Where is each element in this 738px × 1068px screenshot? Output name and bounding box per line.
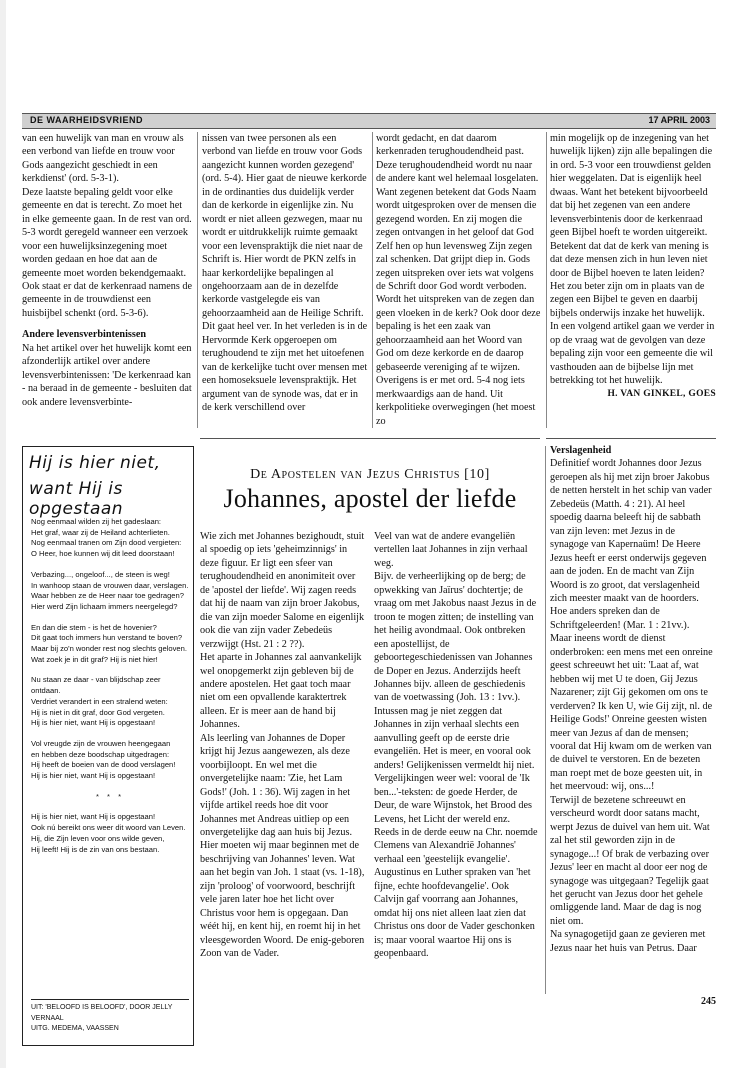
page-number: 245 [701, 996, 716, 1007]
column-divider [546, 132, 547, 428]
paragraph: Na het artikel over het huwelijk komt een afzonderlijk artikel over andere levensverbintenissen: 'De kerkenraad kan - na beraad in de gemeente - besluiten dat ook andere levensverbinte- [22, 342, 192, 408]
paragraph: Wie zich met Johannes bezighoudt, stuit al spoedig op iets 'geheimzinnigs' in deze figuur. Er ligt een sfeer van terughoudendheid en anonimiteit over de 'apostel der liefde'. Wij zagen reeds dat hij de naam van zijn broer Jakobus, die van zijn moeder Salome en eigenlijk ook die van zijn vader Zebedeüs verzwijgt (Hst. 21 : 2 ??). [200, 531, 365, 650]
poem-line: Het graf, waar zij de Heiland achterlieten. [31, 527, 170, 537]
poem-line: Wat zoek je in dit graf? Hij is niet hier! [31, 654, 158, 664]
top-article-column-4 [550, 132, 716, 401]
paragraph: Dit gaat heel ver. In het verleden is in de Hervormde Kerk opgeroepen om terughoudend te zijn met het uitoefenen van de kerkelijke tucht over mensen met een homoseksuele levenspraktijk. Het argument van de synode was, dat er in de kerk verschillend over [202, 321, 368, 414]
poem-line: Nu staan ze daar - van blijdschap zeer ontdaan. [31, 675, 161, 696]
poem-box [22, 446, 194, 1046]
handwritten-title-line-1: Hij is hier niet, [29, 453, 161, 473]
paragraph: Het aparte in Johannes zal aanvankelijk wel onopgemerkt zijn gebleven bij de andere apostelen. Het gaat toch maar niet om een opvallende karaktertrek alleen. Er is meer aan de hand bij Johannes. [200, 652, 362, 731]
scan-edge [0, 0, 6, 1068]
poem-line: Hij is hier niet, want Hij is opgestaan! [31, 771, 156, 781]
poem-line: Hij is niet in dit graf, door God vergeten. [31, 707, 165, 717]
poem-line: Nog eenmaal tranen om Zijn dood vergieten: [31, 538, 182, 548]
poem-stanza [31, 675, 189, 729]
paragraph: Overigens is er met ord. 5-4 nog iets merkwaardigs aan de hand. Uit kerkpolitieke overwegingen (het moest zo [376, 375, 536, 427]
paragraph: Terwijl de bezetene schreeuwt en verscheurd wordt door satans macht, werpt Jezus de duivel van hem uit. Wat zal het stil geworden zijn in de synagoge...! Of brak de verbazing over Jezus' leer en macht al door eer nog de synagoge was uitgegaan? Tegelijk gaat het gerucht van Jezus door het gehele omliggende land. Maar de dag is nog niet om. [550, 794, 710, 927]
poem-line: Hij leeft! Hij is de zin van ons bestaan. [31, 844, 160, 854]
poem-line: Hij heeft de boeien van de dood verslagen! [31, 760, 176, 770]
poem-line: Hij is hier niet, want Hij is opgestaan! [31, 812, 156, 822]
section-heading: Andere levensverbintenissen [22, 329, 147, 341]
paragraph: wordt gedacht, en dat daarom kerkenraden terughoudendheid past. Deze terughoudendheid wordt nu naar de andere kant wel helemaal losgelaten. Want zegenen betekent dat Gods Naam wordt uitgesproken over de mensen die gezegend worden. En zij mogen die zegen ontvangen in het geloof dat God Zelf hen op hun levensweg Zijn zegen zal schenken. Dat grijpt diep in. Gods zegen uitspreken over iets wat volgens de Schrift door God wordt verboden. Wordt het uitspreken van de zegen dan geen vloeken in de kerk? Ook door deze bepaling is het een zaak van gehoorzaamheid aan het Woord van God om deze kerkorde en de daarop gebaseerde vereniging af te wijzen. [376, 133, 541, 373]
poem-line: Vol vreugde zijn de vrouwen heengegaan [31, 738, 171, 748]
poem-line: In wanhoop staan de vrouwen daar, verslagen. [31, 580, 189, 590]
poem-stanza [31, 570, 189, 613]
poem-line: Hij, die Zijn leven voor ons wilde geven, [31, 833, 165, 843]
paragraph: Hier moeten wij maar beginnen met de beschrijving van Johannes' leven. Wat aan het begin van Joh. 1 staat (vs. 1-18), zijn 'proloog' of voorwoord, beschrijft vele jaren later hoe het licht over Christus voor hem is opgegaan. Dan wéét hij, en kent hij, en roemt hij in het vleesgeworden Woord. De enig-geboren Zoon van de Vader. [200, 840, 365, 960]
article-kicker: De Apostelen van Jezus Christus [10] [250, 467, 490, 482]
handwritten-title-line-2: want Hij is opgestaan [29, 479, 124, 519]
paragraph: Reeds in de derde eeuw na Chr. noemde Clemens van Alexandrië Johannes' verhaal een 'geestelijk evangelie'. Augustinus en Luther spraken van 'het fijne, echte hoofdevangelie'. Ook Calvijn gaf voorrang aan Johannes, omdat hij ons niet alleen laat zien dat Christus ons door de Vader geschonken is; maar vooral waartoe Hij ons is geopenbaard. [374, 826, 538, 960]
main-article-column-3 [550, 444, 716, 955]
section-stars: * * * [95, 791, 125, 801]
column-divider [372, 132, 373, 428]
poem-line: Hij is hier niet, want Hij is opgestaan! [31, 718, 156, 728]
paragraph: Definitief wordt Johannes door Jezus geroepen als hij met zijn broer Jakobus de netten herstelt in het schip van vader Zebedeüs (Matth. 4 : 21). Al heel spoedig daarna beleeft hij de sabbath van zijn leven: met Jezus in de synagoge van Kapernaüm! De Heere Jezus heeft er eerst onderwijs gegeven aan de joden. En de macht van Zijn Woord is zo groot, dat verslagenheid zich meester maakt van de hoorders. Hoe anders spreken dan de Schriftgeleerden! (Mar. 1 : 21vv.). [550, 458, 712, 631]
column-divider [197, 132, 198, 428]
paragraph: Als leerling van Johannes de Doper krijgt hij Jezus aangewezen, als deze voorbijloopt. En wel met die onvergetelijke naam: 'Zie, het Lam Gods!' (Joh. 1 : 36). Wij zagen in het vijfde artikel reeds hoe dit voor Johannes met Andreas uitliep op een onvergetelijke dag aan huis bij Jezus. [200, 732, 353, 838]
paragraph: Deze laatste bepaling geldt voor elke gemeente en dat is terecht. Zo moet het in elke gemeente gaan. In de rest van ord. 5-3 wordt geregeld wanneer een verzoek voor een huwelijksinzegening moet worden gedaan en hoe dat aan de gemeente moet worden bekendgemaakt. Ook staat er dat de kerkenraad namens de gemeente in de trouwdienst een huisbijbel schenkt (ord. 5-3-6). [22, 186, 192, 319]
poem-stanza [31, 812, 189, 855]
paragraph: Intussen mag je niet zeggen dat Johannes in zijn verhaal slechts een aanvulling geeft op de eerste drie evangeliën. Het is meer, en vooral ook anders! Gelijkenissen vermeldt hij niet. Vergelijkingen weer wel: vooral de 'Ik ben...'-teksten: de goede Herder, de Deur, de ware Wijnstok, het Brood des Levens, het Licht der wereld enz. [374, 705, 535, 825]
paragraph: Maar ineens wordt de dienst onderbroken: een mens met een onreine geest schreeuwt het uit: 'Laat af, wat hebben wij met U te doen, Gij Jezus Nazarener; zijt Gij gekomen om ons te verderven? Ik ken U, wie Gij zijt, nl. de Heilige Gods!' Onreine geesten wisten meer van Jezus af dan de mensen; vooral dat Hij kwam om de werken van de duivel te verstoren. En de bezeten man roept met de boze geesten uit, in het meervoud: wij, ons...! [550, 633, 713, 793]
paragraph: nissen van twee personen als een verbond van liefde en trouw voor Gods aangezicht kunnen worden gezegend' (ord. 5-4). Hier gaat de nieuwe kerkorde in de ordinanties dus duidelijk verder dan de kerkorde in eigenlijke zin. Nu wordt er niet alleen gezwegen, maar nu wordt er uitdrukkelijk ruimte gemaakt voor een levenspraktijk die niet naar de Schrift is. Hier wordt de PKN zelfs in haar kerkordelijke bepalingen al ongehoorzaam aan de in dezelfde kerkorde vastgelegde eis van gehoorzaamheid aan de Heilige Schrift. [202, 133, 367, 319]
main-article-column-2 [374, 530, 540, 961]
paragraph: van een huwelijk van man en vrouw als een verbond van liefde en trouw voor Gods aangezicht geschiedt in een kerkdienst' (ord. 5-3-1). [22, 133, 184, 185]
article-separator [200, 438, 540, 439]
paragraph: min mogelijk op de inzegening van het huwelijk lijken) zijn alle bepalingen die in ord. 5-3 voor een trouwdienst gelden hier weggelaten. Dat is eigenlijk heel dwaas. Want het betekent bijvoorbeeld dat bij het zegenen van een andere levensverbintenis door de kerkenraad geen Bijbel hoeft te worden uitgereikt. Betekent dat dat de kerk van mening is dat deze mensen zich in hun leven niet door de Bijbel hoeven te laten leiden? Het zou beter zijn om in plaats van de zegen een Bijbel te geven en daarbij bijbels onderwijs inzake het huwelijk. [550, 133, 713, 319]
poem-text [31, 517, 189, 865]
poem-line: Maar bij zo'n wonder rest nog slechts geloven. [31, 644, 187, 654]
source-line: UITG. MEDEMA, VAASSEN [31, 1025, 119, 1032]
poem-line: Ook nú bereikt ons weer dit woord van Leven. [31, 823, 186, 833]
paragraph: Na synagogetijd gaan ze gevieren met Jezus naar het huis van Petrus. Daar [550, 929, 706, 954]
top-article-column-2 [202, 132, 368, 415]
top-article-column-3 [376, 132, 542, 428]
column-divider [545, 446, 546, 994]
poem-stanza [31, 623, 189, 666]
issue-date: 17 APRIL 2003 [648, 115, 710, 125]
paragraph: Veel van wat de andere evangeliën vertellen laat Johannes in zijn verhaal weg. [374, 531, 528, 569]
poem-stanza [31, 517, 189, 560]
publication-name: DE WAARHEIDSVRIEND [30, 115, 144, 125]
main-article-column-1 [200, 530, 366, 961]
source-line: UIT: 'BELOOFD IS BELOOFD', DOOR JELLY VERNAAL [31, 1004, 173, 1022]
poem-line: Nog eenmaal wilden zij het gadeslaan: [31, 517, 162, 526]
article-separator [546, 438, 716, 439]
poem-line: Verbazing..., ongeloof..., de steen is weg! [31, 569, 170, 579]
poem-line: Verdriet verandert in een stralend weten: [31, 696, 168, 706]
poem-line: O Heer, hoe kunnen wij dit leed doorstaan! [31, 549, 175, 559]
poem-line: En dan die stem - is het de hovenier? [31, 622, 157, 632]
poem-source [31, 999, 189, 1035]
poem-line: Hier werd Zijn lichaam immers neergelegd? [31, 601, 178, 611]
author-signature: H. VAN GINKEL, GOES [607, 388, 716, 399]
paragraph: In een volgend artikel gaan we verder in op de vraag wat de gevolgen van deze bepaling zijn voor een gemeente die wil vasthouden aan de bijbelse lijn met betrekking tot het huwelijk. [550, 321, 715, 387]
page-header-bar [22, 113, 716, 129]
poem-line: Waar hebben ze de Heer naar toe gedragen? [31, 591, 184, 601]
article-title: Johannes, apostel der liefde [223, 484, 517, 513]
top-article-column-1 [22, 132, 192, 409]
paragraph: Bijv. de verheerlijking op de berg; de opwekking van Jaïrus' dochtertje; de vraag om met Jakobus naast Jezus in de troon te mogen zitten; de instelling van het heilig avondmaal. Ook ontbreken een apostellijst, de geboortegeschiedenissen van Johannes de Doper en Jezus. Anderzijds heeft Johannes bijv. alleen de geschiedenis van de voetwassing (Joh. 13 : 1vv.). [374, 571, 537, 704]
poem-line: Dit gaat toch immers hun verstand te boven? [31, 633, 183, 643]
poem-stanza [31, 739, 189, 782]
poem-line: en hebben deze boodschap uitgedragen: [31, 749, 170, 759]
section-heading: Verslagenheid [550, 445, 612, 456]
